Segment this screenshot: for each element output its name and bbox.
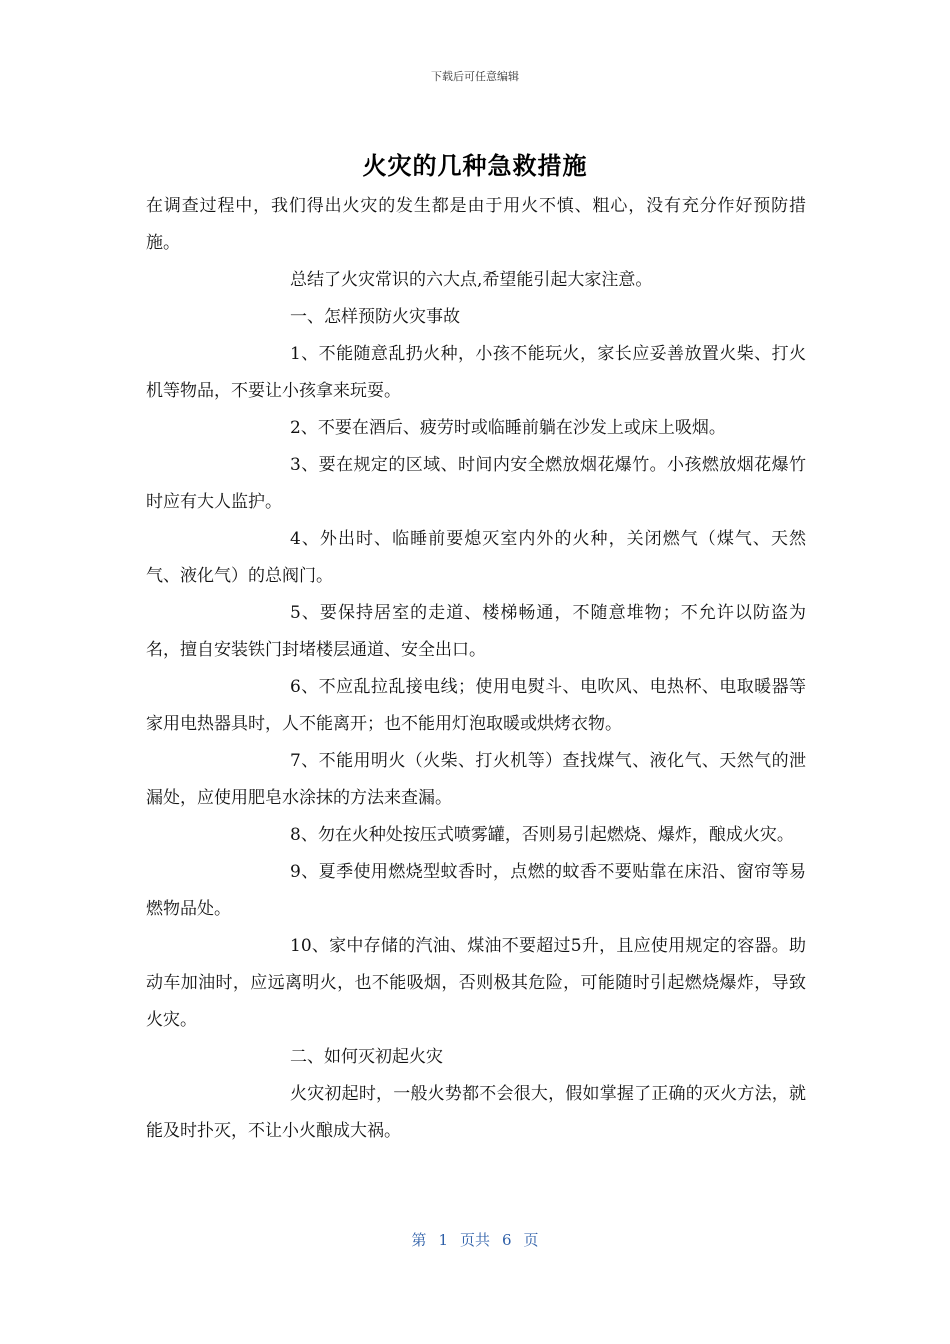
document-title: 火灾的几种急救措施 [362,152,588,180]
paragraph: 9、夏季使用燃烧型蚊香时，点燃的蚊香不要贴靠在床沿、窗帘等易燃物品处。 [146,862,806,919]
paragraph: 6、不应乱拉乱接电线；使用电熨斗、电吹风、电热杯、电取暖器等家用电热器具时，人不能离开；也不能用灯泡取暖或烘烤衣物。 [146,677,806,734]
header-note: 下载后可任意编辑 [431,70,519,83]
footer-suffix: 页 [523,1231,539,1249]
paragraph: 2、不要在酒后、疲劳时或临睡前躺在沙发上或床上吸烟。 [290,418,726,438]
total-page-count: 6 [502,1231,512,1249]
footer-middle: 页共 [459,1231,490,1249]
paragraph: 一、怎样预防火灾事故 [290,307,460,327]
paragraph: 5、要保持居室的走道、楼梯畅通，不随意堆物；不允许以防盗为名，擅自安装铁门封堵楼层通道、安全出口。 [146,603,806,660]
paragraph: 二、如何灭初起火灾 [290,1047,443,1067]
document-body [146,188,806,1150]
page-footer [0,1229,950,1250]
footer-prefix: 第 [411,1231,427,1249]
paragraph: 3、要在规定的区域、时间内安全燃放烟花爆竹。小孩燃放烟花爆竹时应有大人监护。 [146,455,806,512]
paragraph: 在调查过程中，我们得出火灾的发生都是由于用火不慎、粗心，没有充分作好预防措施。 [146,196,806,253]
paragraph: 4、外出时、临睡前要熄灭室内外的火种，关闭燃气（煤气、天然气、液化气）的总阀门。 [146,529,806,586]
paragraph: 7、不能用明火（火柴、打火机等）查找煤气、液化气、天然气的泄漏处，应使用肥皂水涂抹的方法来查漏。 [146,751,806,808]
paragraph: 总结了火灾常识的六大点,希望能引起大家注意。 [290,270,653,290]
paragraph: 10、家中存储的汽油、煤油不要超过5升，且应使用规定的容器。助动车加油时，应远离明火，也不能吸烟，否则极其危险，可能随时引起燃烧爆炸，导致火灾。 [146,936,806,1030]
paragraph: 1、不能随意乱扔火种，小孩不能玩火，家长应妥善放置火柴、打火机等物品，不要让小孩拿来玩耍。 [146,344,806,401]
current-page-number: 1 [438,1231,448,1249]
paragraph: 火灾初起时，一般火势都不会很大，假如掌握了正确的灭火方法，就能及时扑灭，不让小火酿成大祸。 [146,1084,806,1141]
paragraph: 8、勿在火种处按压式喷雾罐，否则易引起燃烧、爆炸，酿成火灾。 [290,825,794,845]
